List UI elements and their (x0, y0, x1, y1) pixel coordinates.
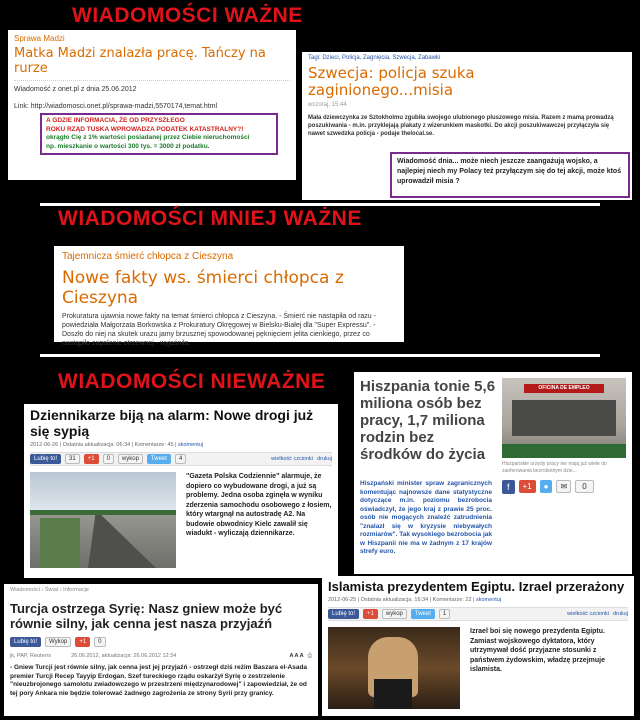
font-size-link[interactable]: wielkość czcionki (271, 456, 314, 462)
category-label[interactable]: Sprawa Madzi (14, 34, 65, 43)
meta: wczoraj, 15:44 (308, 102, 347, 108)
source-note: Wiadomość z onet.pl z dnia 25.06.2012 (14, 86, 137, 93)
article-title[interactable]: Dziennikarze biją na alarm: Nowe drogi już się sypią (30, 407, 314, 439)
byline (10, 653, 312, 660)
meta (30, 442, 332, 448)
share-buttons (502, 480, 598, 557)
article-title[interactable]: Nowe fakty ws. śmierci chłopca z Cieszyna (62, 268, 344, 308)
date: 26.06.2012, aktualizacja: 26.06.2012 12:34 (71, 653, 177, 659)
font-size-control[interactable]: A A A (289, 653, 304, 659)
office-photo (502, 378, 626, 458)
email-icon[interactable]: ✉ (556, 480, 571, 493)
tags[interactable]: Tagi: Dzieci, Policja, Zagnięcia, Szwecja, Zabawki (308, 55, 441, 61)
comment-text: Wiadomość dnia... może niech jeszcze zaangażują wojsko, a najlepiej niech my Polacy też przyłączym się do tej akcji, może ktoś uprowadził misia ? (397, 158, 622, 185)
article-title[interactable]: Matka Madzi znalazła pracę. Tańczy na rurze (14, 46, 290, 81)
share-toolbar (10, 635, 312, 649)
meta-text: 2012-06-26 | Ostatnia aktualizacja: 06:34 | Komentarze: 45 | (30, 442, 177, 448)
meta-text: 2012-06-25 | Ostatnia aktualizacja: 16:34 | Komentarze: 22 | (328, 597, 475, 603)
article-egypt (322, 576, 634, 716)
article-link[interactable]: Link: http://wiadomosci.onet.pl/sprawa-madzi,5570174,temat.html (14, 103, 218, 110)
box-line: okrągło Cię z 1% wartości posiadanej przez Ciebie nieruchomości (46, 134, 250, 141)
plus-count: 0 (103, 454, 114, 464)
wykop-button[interactable]: wykop (118, 454, 143, 464)
plus-count: 0 (94, 637, 105, 647)
twitter-icon[interactable]: ● (540, 480, 553, 493)
article-body: Hiszpański minister spraw zagranicznych komentując najnowsze dane statystyczne dotyczące m.in. poziomu bezrobocia oświadczył, że jego kraj z prawie 25 proc. osób nie mogących znaleźć zatrudnienia "znalazł się w kryzysie niebywałych rozmiarów". Tak wysokiego bezrobocia jak w Hiszpanii nie ma w żadnym z 17 krajów strefy euro. (360, 480, 492, 555)
comment-link[interactable]: skomentuj (476, 597, 502, 603)
comment-box (40, 113, 278, 155)
article-roads (24, 404, 338, 578)
article-title[interactable]: Hiszpania tonie 5,6 miliona osób bez pracy, 1,7 miliona rodzin bez środków do życia (360, 378, 496, 463)
comment-link[interactable]: skomentuj (178, 442, 204, 448)
article-body: Mała dziewczynka ze Sztokholmu zgubiła swojego ulubionego pluszowego misia. Razem z mamą prowadzą poszukiwania - m.in. przyklejają plakaty z wizerunkiem maskotki. Do akcji poszukiwawczej przyłączyła się nawet szwedzka policja - podaje thelocal.se. (308, 115, 614, 137)
print-link[interactable]: drukuj (317, 456, 332, 462)
like-count: 31 (65, 454, 80, 464)
article-cieszyn (54, 246, 404, 347)
heading-unimportant: WIADOMOŚCI NIEWAŻNE (58, 370, 326, 393)
share-toolbar (328, 607, 628, 621)
font-size-link[interactable]: wielkość czcionki (567, 611, 610, 617)
box-line: np. mieszkanie o wartości 300 tys. = 3000 zł podatku. (46, 142, 210, 150)
box-line: A GDZIE INFORMACIA, ŻE OD PRZYSZŁEGO (46, 117, 185, 124)
divider (40, 354, 600, 357)
source: jk, PAP, Reuterrs (10, 653, 52, 659)
tweet-button[interactable]: Tweet (411, 609, 435, 619)
article-body: Izrael boi się nowego prezydenta Egiptu. Zamiast wojskowego dyktatora, który utrzymywał dość przyjazne stosunki z państwem żydowskim, władzę przejmuje islamista. (470, 628, 605, 673)
article-title[interactable]: Turcja ostrzega Syrię: Nasz gniew może być równie silny, jak cenna jest nasza przyjaźń (10, 601, 283, 631)
tweet-count: 1 (439, 609, 450, 619)
meta (328, 597, 628, 603)
print-icon[interactable]: ⎙ (307, 653, 312, 659)
road-photo (30, 472, 176, 568)
google-plus-icon[interactable]: +1 (519, 480, 536, 493)
facebook-like-button[interactable]: Lubię to! (30, 454, 61, 464)
heading-important: WIADOMOŚCI WAŻNE (72, 4, 303, 27)
share-count: 0 (575, 480, 593, 493)
heading-less-important: WIADOMOŚCI MNIEJ WAŻNE (58, 207, 362, 230)
tweet-button[interactable]: Tweet (147, 454, 171, 464)
article-madzia (8, 30, 296, 180)
wykop-button[interactable]: wykop (382, 609, 407, 619)
share-toolbar (30, 452, 332, 466)
article-body: Prokuratura ujawnia nowe fakty na temat śmierci chłopca z Cieszyna. - Śmierć nie nastąpiła od razu - powiedziała Małgorzata Borkowska z Prokuratury Okręgowej w Bielsku-Białej dla "Super Expressu". - Doszło do niej na skutek urazu jamy brzusznej spowodowanej pęknięciem jelita cienkiego, przez co nastąpiło zapalenie otrzewnej - wyjaśniła. (62, 313, 376, 347)
office-sign: OFICINA DE EMPLEO (524, 384, 604, 393)
wykop-button[interactable]: Wykop (45, 637, 71, 647)
kicker[interactable]: Tajemnicza śmierć chłopca z Cieszyna (62, 251, 234, 262)
comment-box-sweden (390, 152, 630, 198)
article-spain (354, 372, 632, 574)
photo-caption: Hiszpańskie urzędy pracy nie mają już wiele do zaoferowania bezrobotnym dzie... (502, 461, 607, 474)
divider (40, 203, 600, 206)
tweet-count: 4 (175, 454, 186, 464)
box-line: ROKU RZĄD TUSKA WPROWADZA PODATEK KATASTRALNY?! (46, 125, 244, 133)
google-plus-button[interactable]: +1 (75, 637, 90, 647)
facebook-icon[interactable]: f (502, 480, 515, 494)
print-link[interactable]: drukuj (613, 611, 628, 617)
facebook-like-button[interactable]: Lubię to! (10, 637, 41, 647)
facebook-like-button[interactable]: Lubię to! (328, 609, 359, 619)
poster-photo (328, 627, 460, 709)
breadcrumb[interactable]: Wiadomości › Świat › Informacje (10, 587, 89, 593)
article-body: "Gazeta Polska Codziennie" alarmuje, że dopiero co wybudowane drogi, a już są problemy. Jedna osoba zginęła w wyniku zderzenia samochodu osobowego z łosiem, który wtargnął na autostradę A2. Na budowie obwodnicy Kielc zawalił się wiadukt - wyliczają dziennikarze. (186, 473, 332, 537)
article-title[interactable]: Islamista prezydentem Egiptu. Izrael przerażony (328, 579, 625, 594)
google-plus-button[interactable]: +1 (84, 454, 99, 464)
article-title-line[interactable]: Szwecja: policja szuka (308, 64, 475, 82)
article-turkey (4, 584, 318, 716)
article-body: - Gniew Turcji jest równie silny, jak cenna jest jej przyjaźń - ostrzegł dziś reżim Baszara el-Asada premier Turcji Recep Tayyip Erdogan. Szef tureckiego rządu oskarżył Syrię o zestrzelenie "nieuzbrojonego samolotu zwiadowczego w przestrzeni międzynarodowej" i zapowiedział, że od tej pory Ankara nie będzie tolerować żadnego zagrożenia ze strony Syrii przy granicy. (10, 664, 308, 697)
google-plus-button[interactable]: +1 (363, 609, 378, 619)
article-title-line[interactable]: zaginionego...misia (308, 81, 454, 99)
